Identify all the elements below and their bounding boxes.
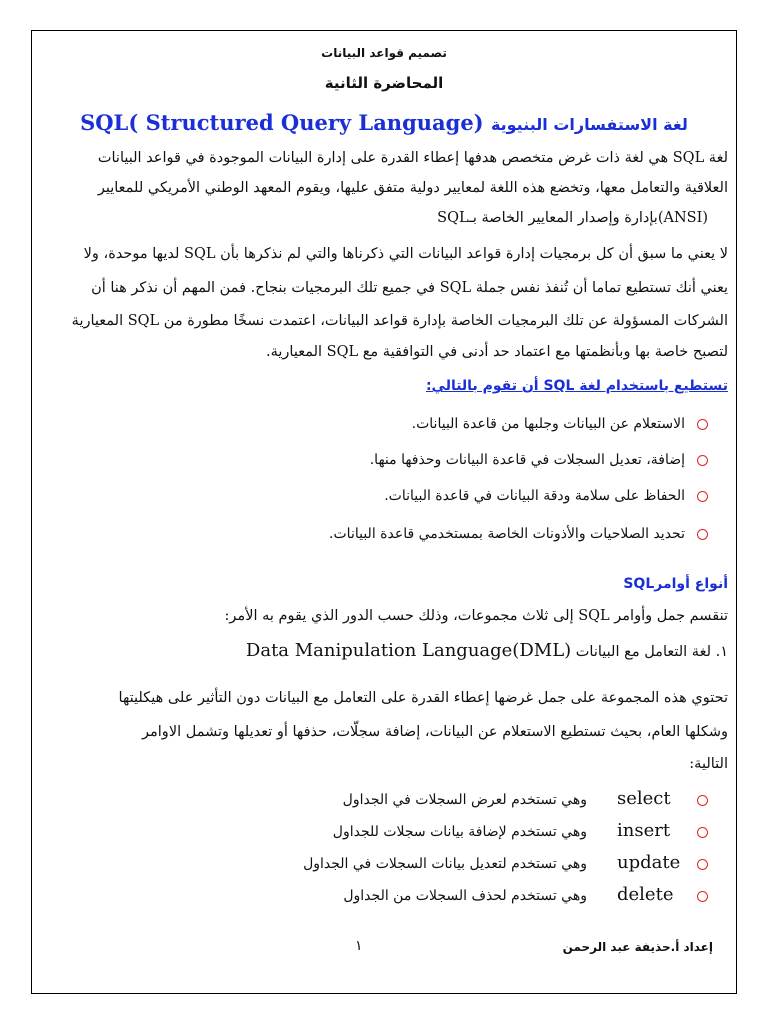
circle-bullet-icon: [697, 491, 708, 502]
dml-description: التالية:: [689, 756, 728, 772]
dml-description: تحتوي هذه المجموعة على جمل غرضها إعطاء القدرة على التعامل مع البيانات دون التأثير على هيكليتها: [118, 690, 728, 706]
commands-heading: أنواع أوامرSQL: [623, 576, 728, 592]
circle-bullet-icon: [697, 419, 708, 430]
command-item: [88, 820, 708, 841]
capability-text: الحفاظ على سلامة ودقة البيانات في قاعدة البيانات.: [384, 488, 685, 504]
lecture-title: المحاضرة الثانية: [324, 74, 444, 92]
command-item: [88, 852, 708, 873]
capability-text: الاستعلام عن البيانات وجلبها من قاعدة البيانات.: [411, 416, 685, 432]
capability-item: [60, 488, 708, 504]
intro-line: (ANSI)بإدارة وإصدار المعايير الخاصة بـSQL: [437, 210, 708, 226]
command-description: وهي تستخدم لحذف السجلات من الجداول: [343, 888, 587, 904]
dml-title-english: Data Manipulation Language(DML): [245, 640, 572, 661]
capability-text: تحديد الصلاحيات والأذونات الخاصة بمستخدمي قاعدة البيانات.: [329, 526, 685, 542]
page-border: [31, 30, 737, 994]
course-name: تصميم قواعد البيانات: [321, 46, 447, 60]
intro-line: لا يعني ما سبق أن كل برمجيات إدارة قواعد البيانات التي ذكرناها والتي لم نذكرها بأن SQL لديها موحدة، ولا: [83, 246, 728, 262]
intro-line: العلاقية والتعامل معها، وتخضع هذه اللغة لمعايير دولية متفق عليها، ويقوم المعهد الوطني الأمريكي للمعايير: [97, 180, 728, 196]
command-description: وهي تستخدم لإضافة بيانات سجلات للجداول: [332, 824, 587, 840]
capability-item: [60, 452, 708, 468]
circle-bullet-icon: [697, 827, 708, 838]
circle-bullet-icon: [697, 891, 708, 902]
intro-line: لغة SQL هي لغة ذات غرض متخصص هدفها إعطاء القدرة على إدارة البيانات الموجودة في قواعد البيانات: [97, 150, 728, 166]
dml-description: وشكلها العام، بحيث تستطيع الاستعلام عن البيانات، إضافة سجلّات، حذفها أو تعديلها وتشمل الاوامر: [142, 724, 728, 740]
command-name: delete: [617, 884, 674, 905]
title-arabic: لغة الاستفسارات البنيوية: [490, 115, 688, 134]
page-title: [40, 110, 728, 135]
circle-bullet-icon: [697, 455, 708, 466]
command-name: insert: [617, 820, 671, 841]
intro-line: لتصبح خاصة بها وبأنظمتها مع اعتماد حد أدنى في التوافقية مع SQL المعيارية.: [265, 344, 728, 360]
circle-bullet-icon: [697, 529, 708, 540]
capability-text: إضافة، تعديل السجلات في قاعدة البيانات وحذفها منها.: [369, 452, 685, 468]
author-credit: إعداد أ.حذيفة عبد الرحمن: [562, 940, 713, 954]
command-description: وهي تستخدم لتعديل بيانات السجلات في الجداول: [303, 856, 587, 872]
commands-intro: تنقسم جمل وأوامر SQL إلى ثلاث مجموعات، وذلك حسب الدور الذي يقوم به الأمر:: [224, 608, 728, 624]
command-item: [88, 884, 708, 905]
command-item: [88, 788, 708, 809]
title-english: SQL( Structured Query Language): [80, 110, 484, 135]
command-name: select: [617, 788, 671, 809]
intro-line: يعني أنك تستطيع تماما أن تُنفذ نفس جملة SQL في جميع تلك البرمجيات بنجاح. فمن المهم أن نذكر هنا أن: [91, 280, 728, 296]
capabilities-heading: تستطيع باستخدام لغة SQL أن تقوم بالتالي:: [425, 378, 728, 394]
command-name: update: [617, 852, 681, 873]
capability-item: [60, 416, 708, 432]
dml-title-arabic: ١. لغة التعامل مع البيانات: [575, 644, 728, 660]
page-number: ١: [355, 938, 363, 954]
intro-line: الشركات المسؤولة عن تلك البرمجيات الخاصة بإدارة قواعد البيانات، اعتمدت نسخًا مطورة من SQL المعيارية: [71, 313, 728, 329]
circle-bullet-icon: [697, 795, 708, 806]
capability-item: [60, 526, 708, 542]
dml-title: [40, 640, 728, 661]
command-description: وهي تستخدم لعرض السجلات في الجداول: [342, 792, 587, 808]
circle-bullet-icon: [697, 859, 708, 870]
